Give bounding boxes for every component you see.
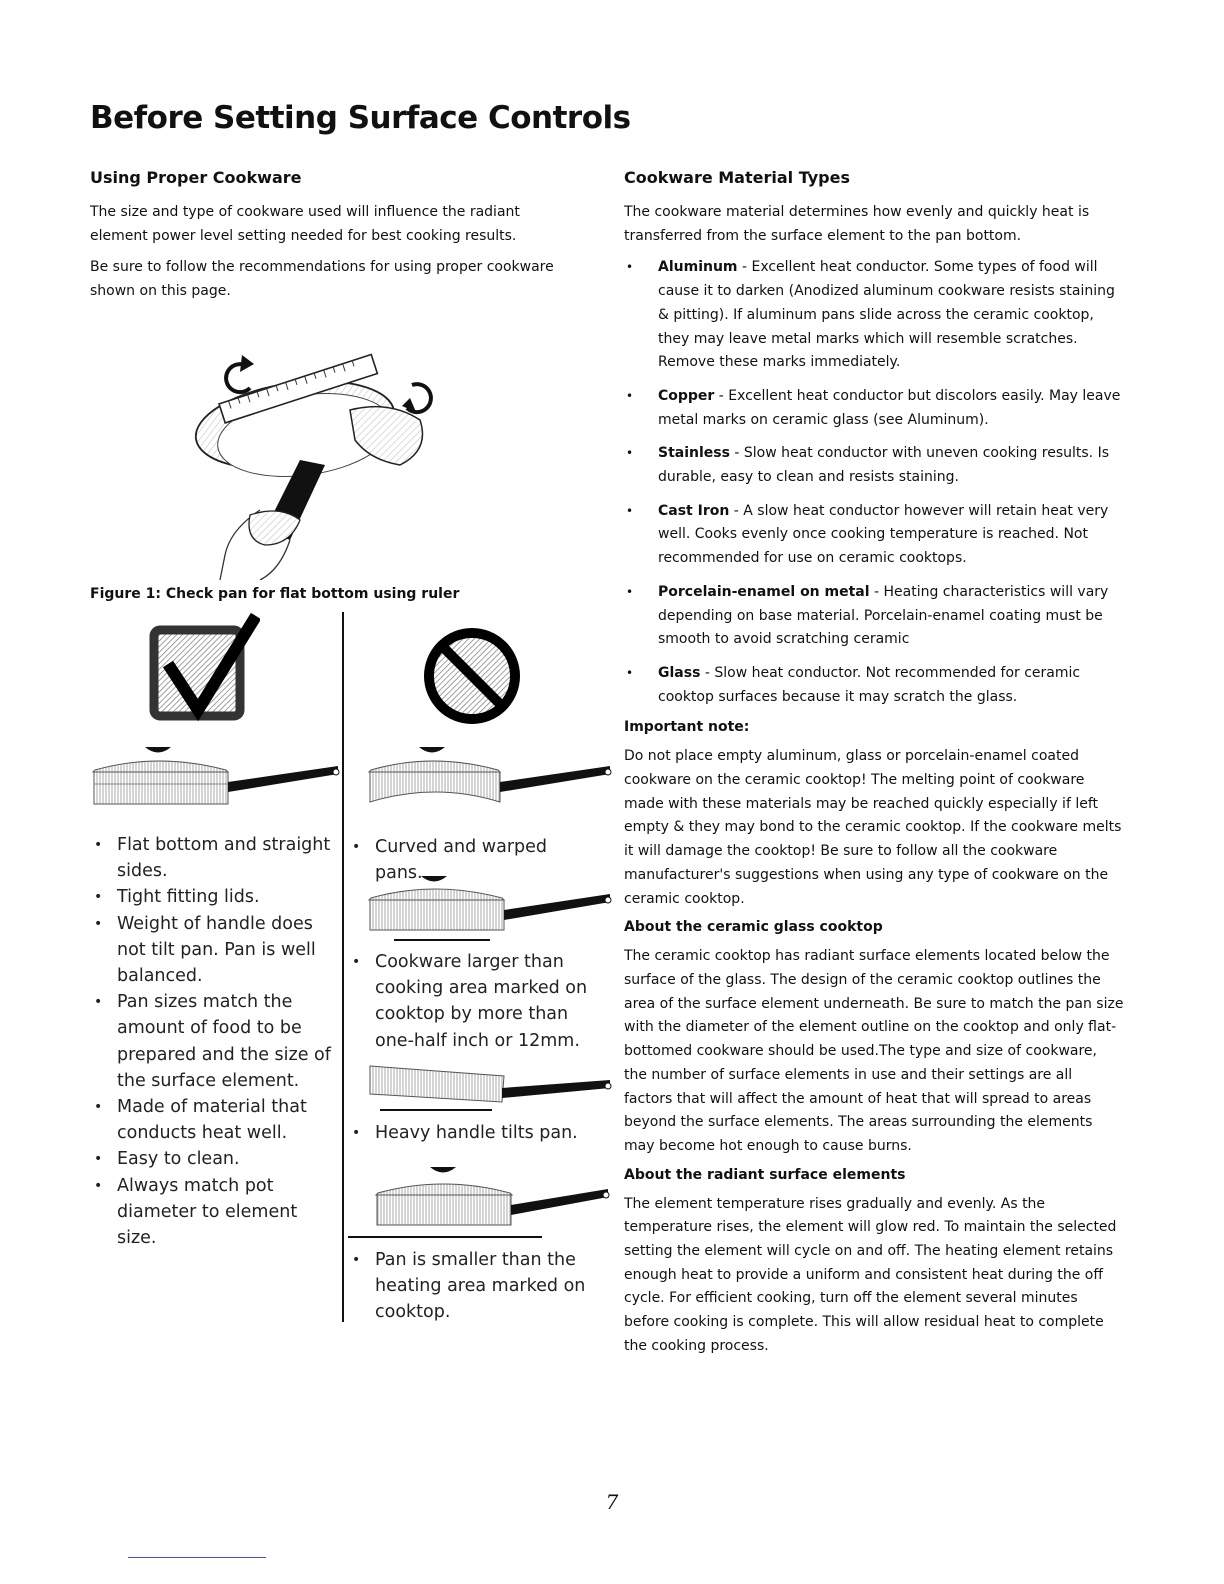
curved-pan-illustration xyxy=(366,742,614,812)
column-divider xyxy=(342,612,344,1322)
using-proper-cookware-heading: Using Proper Cookware xyxy=(90,168,302,187)
right-column xyxy=(624,168,1124,1367)
list-item: • Cookware larger than cooking area marked on cooktop by more than one-half inch or 12mm. xyxy=(348,949,598,1054)
list-item: • Made of material that conducts heat well. xyxy=(90,1094,340,1146)
good-cookware-list xyxy=(90,832,340,1251)
prohibited-icon xyxy=(413,626,531,726)
list-item: • Flat bottom and straight sides. xyxy=(90,832,340,884)
cookware-material-types-heading: Cookware Material Types xyxy=(624,168,850,187)
figure-caption: Figure 1: Check pan for flat bottom using ruler xyxy=(90,586,460,602)
material-intro-paragraph: The cookware material determines how evenly and quickly heat is transferred from the surface element to the pan bottom. xyxy=(624,204,1090,244)
bad-cookware-item-handle xyxy=(348,1120,598,1146)
bad-cookware-item-curved xyxy=(348,834,598,886)
material-item-glass: • Glass - Slow heat conductor. Not recommended for ceramic cooktop surfaces because it may scratch the glass. xyxy=(624,662,1124,709)
left-column xyxy=(90,168,570,312)
important-note-text: Do not place empty aluminum, glass or porcelain-enamel coated cookware on the ceramic cooktop! The melting point of cookware made with these materials may be reached quickly especially if left empty & they may bond to the ceramic cooktop. If the cookware melts it will damage the cooktop! Be sure to follow all the cookware manufacturer's suggestions when using any type of cookware on the ceramic cooktop. xyxy=(624,748,1122,907)
radiant-elements-text: The element temperature rises gradually and evenly. As the temperature rises, the element will glow red. To maintain the selected setting the element will cycle on and off. The heating element retains enough heat to provide a uniform and consistent heat during the off cycle. For efficient cooking, turn off the element several minutes before cooking is complete. This will allow residual heat to complete the cooking process. xyxy=(624,1195,1117,1354)
checkmark-icon xyxy=(148,612,260,722)
material-item-stainless: • Stainless - Slow heat conductor with uneven cooking results. Is durable, easy to clean and resists staining. xyxy=(624,442,1124,489)
footer-rule xyxy=(128,1557,266,1558)
left-intro-paragraph: The size and type of cookware used will influence the radiant element power level setting needed for best cooking results. xyxy=(90,204,520,244)
list-item: • Pan sizes match the amount of food to be prepared and the size of the surface element. xyxy=(90,989,340,1094)
ruler-check-illustration xyxy=(150,340,440,580)
bad-cookware-item-smaller xyxy=(348,1247,598,1326)
important-note-heading: Important note: xyxy=(624,719,750,736)
list-item: • Always match pot diameter to element size. xyxy=(90,1173,340,1252)
tilted-pan-illustration xyxy=(366,1060,614,1116)
list-item: • Pan is smaller than the heating area marked on cooktop. xyxy=(348,1247,598,1326)
material-item-porcelain-enamel: • Porcelain-enamel on metal - Heating characteristics will vary depending on base material. Porcelain-enamel coating must be smooth to avoid scratching ceramic xyxy=(624,581,1124,652)
list-item: • Heavy handle tilts pan. xyxy=(348,1120,598,1146)
page-number: 7 xyxy=(605,1490,619,1514)
material-list xyxy=(624,256,1124,709)
left-recommendation-paragraph: Be sure to follow the recommendations for using proper cookware shown on this page. xyxy=(90,259,554,300)
page-title: Before Setting Surface Controls xyxy=(90,100,631,136)
material-item-copper: • Copper - Excellent heat conductor but discolors easily. May leave metal marks on ceramic glass (see Aluminum). xyxy=(624,385,1124,432)
undersized-pan-illustration xyxy=(344,1163,614,1243)
material-item-aluminum: • Aluminum - Excellent heat conductor. Some types of food will cause it to darken (Anodized aluminum cookware resists staining & pitting). If aluminum pans slide across the ceramic cooktop, they may leave metal marks which will resemble scratches. Remove these marks immediately. xyxy=(624,256,1124,375)
ceramic-cooktop-text: The ceramic cooktop has radiant surface elements located below the surface of the glass. The design of the ceramic cooktop outlines the area of the surface element underneath. Be sure to match the pan size with the diameter of the element outline on the cooktop and only flat-bottomed cookware should be used.The type and size of cookware, the number of surface elements in use and their settings are all factors that will affect the amount of heat that will spread to areas beyond the surface elements. The areas surrounding the elements may become hot enough to cause burns. xyxy=(624,948,1124,1154)
list-item: • Easy to clean. xyxy=(90,1146,340,1172)
radiant-elements-heading: About the radiant surface elements xyxy=(624,1166,906,1183)
flat-pan-illustration xyxy=(90,742,342,814)
list-item: • Weight of handle does not tilt pan. Pan is well balanced. xyxy=(90,911,340,990)
ceramic-cooktop-heading: About the ceramic glass cooktop xyxy=(624,919,883,936)
list-item: • Curved and warped pans. xyxy=(348,834,598,886)
material-item-cast-iron: • Cast Iron - A slow heat conductor however will retain heat very well. Cooks evenly once cooking temperature is reached. Not recommended for use on ceramic cooktops. xyxy=(624,500,1124,571)
bad-cookware-item-larger xyxy=(348,949,598,1054)
list-item: • Tight fitting lids. xyxy=(90,884,340,910)
